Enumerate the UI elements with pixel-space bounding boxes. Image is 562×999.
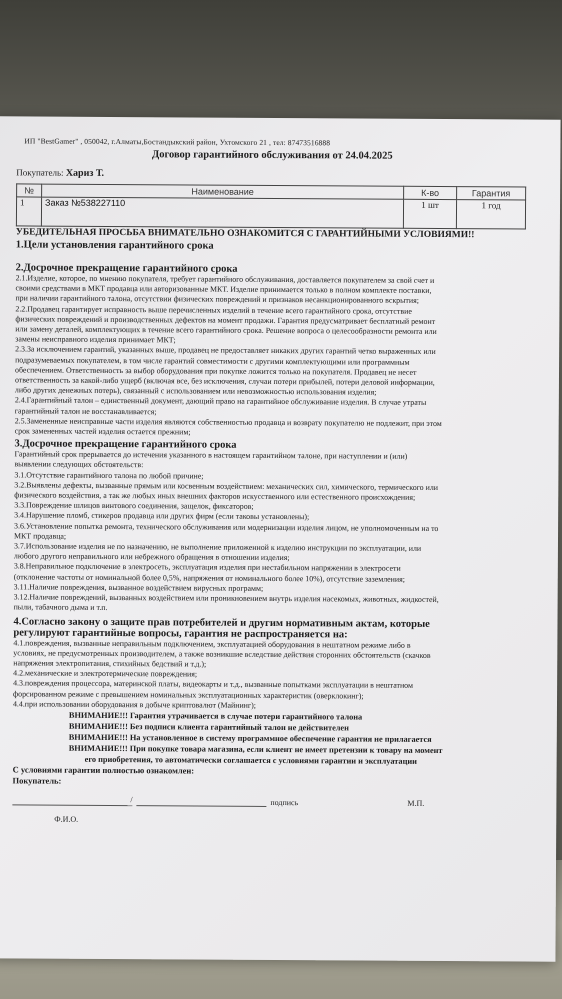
section-2-line: срок замененных частей изделия остается прежним; — [14, 426, 191, 437]
section-3-line: любого другого неправильного или небрежного обращения в отношении изделия; — [13, 551, 290, 563]
section-3-line: (отклонение частоты от номинальной более 0,5%, напряжения от номинального более 10%), отсутствие заземления; — [13, 572, 405, 584]
warning-line: ВНИМАНИЕ!!! При покупке товара магазина, если клиент не имеет претензии к товару на момент — [68, 743, 443, 755]
section-2-line: замены неисправного изделия принимает МКТ; — [15, 334, 176, 345]
section-2-line: обеспечением. Ответственность за выбор оборудования при покупке ложится только на покупателя. Продавец не несет — [15, 365, 417, 377]
section-4-line: форсированном режиме с превышением номинальных эксплуатационных характеристик (оверклокинг); — [13, 688, 364, 701]
section-1-title: 1.Цели установления гарантийного срока — [15, 239, 214, 252]
warning-line: ВНИМАНИЕ!!! На установленное в систему программное обеспечение гарантия не прилагается — [68, 732, 432, 744]
section-3-line: 3.7.Использование изделия не по назначению, не выполнение приложенной к изделию инструкции по эксплуатации, или — [13, 541, 422, 553]
section-3-line: МКТ продавца; — [13, 531, 67, 541]
section-2-line: 2.4.Гарантийный талон – единственный документ, дающий право на гарантийное обслуживание изделия. В случае утраты — [14, 395, 427, 408]
attention-notice: УБЕДИТЕЛЬНАЯ ПРОСЬБА ВНИМАТЕЛЬНО ОЗНАКОМИТСЯ С ГАРАНТИЙНЫМИ УСЛОВИЯМИ!! — [15, 227, 475, 241]
signature-label: подпись — [270, 797, 299, 808]
section-3-line: 3.6.Установление попытка ремонта, технического обслуживания или модернизации изделия лицом, не уполномоченным на то — [14, 521, 439, 533]
col-qty-header: К-во — [404, 186, 457, 199]
section-2-line: 2.3.За исключением гарантий, указанных выше, продавец не предоставляет никаких других гарантий четко выраженных или — [15, 344, 436, 357]
warranty-document-sheet — [0, 116, 561, 961]
section-4-line: напряжения электропитания, стихийных бедствий и т.д.); — [13, 658, 207, 669]
section-3-line: 3.12.Наличие повреждений, вызванных воздействием или проникновением внутрь изделия насекомых, животных, жидкостей, — [13, 592, 439, 605]
section-4-line: 4.4.при использовании оборудования в добыче криптовалют (Майнинг); — [12, 699, 257, 710]
warning-line: ВНИМАНИЕ!!! Без подписи клиента гарантийный талон не действителен — [68, 721, 349, 733]
section-2-line: 2.2.Продавец гарантирует исправность выше перечисленных изделий в течение всего гарантийного срока, отсутствие — [15, 304, 412, 316]
section-3-line: 3.4.Нарушение пломб, стикеров продавца или других фирм (если таковы установлены); — [14, 510, 310, 522]
section-3-line: 3.3.Повреждение шлицов винтового соединения, защелок, фиксаторов; — [14, 500, 254, 512]
buyer-line — [16, 167, 528, 181]
name-line — [12, 804, 132, 806]
stamp-label: М.П. — [407, 798, 425, 808]
section-2-line: 2.5.Замененные неисправные части изделия являются собственностью продавца и возврату покупателю не подлежит, при этом — [14, 416, 442, 428]
section-4-line: условиях, не предусмотренных производителем, а также возникшие вследствие действия сторонних обстоятельств (скачков — [13, 648, 431, 660]
buyer-sign-label: Покупатель: — [12, 775, 62, 786]
section-3-line: Гарантийный срок прерывается до истечения указанного в настоящем гарантийном талоне, при наступлении и (или) — [14, 449, 408, 462]
col-warranty-header: Гарантия — [457, 187, 526, 200]
seller-info: ИП "BestGamer" , 050042, г.Алматы,Бостандыкский район, Ухтомского 21 , тел: 87473516888 — [24, 136, 331, 148]
buyer-name: Хариз Т. — [65, 167, 105, 179]
row-number: 1 — [16, 197, 41, 226]
section-3-body — [14, 450, 527, 616]
section-4-line: 4.2.механические и электротермические повреждения; — [13, 668, 198, 679]
table-row — [16, 197, 525, 229]
row-warranty: 1 год — [456, 200, 525, 229]
section-4-body — [13, 638, 525, 713]
document-title: Договор гарантийного обслуживания от 24.04.2025 — [151, 149, 393, 162]
section-4-line: 4.1.повреждения, вызванные неправильным подключением, эксплуатацией оборудования в нештатном режиме либо в — [13, 637, 411, 650]
row-qty: 1 шт — [403, 199, 456, 228]
section-3-title: 3.Досрочное прекращение гарантийного срока — [14, 438, 237, 452]
section-2-line: 2.1.Изделие, которое, по мнению покупателя, требует гарантийного обслуживания, доставляется покупателем за свой счет и — [15, 273, 435, 285]
section-2-line: подразумеваемых покупателем, в том числе гарантий совместимости с другими комплектующими или программным — [15, 355, 410, 367]
section-2-line: гарантийный талон не восстанавливается; — [14, 406, 157, 416]
section-2-line: своими средствами в МКТ продавца или авторизованные МКТ. Изделие принимается только в полном комплекте поставки, — [15, 283, 432, 296]
warning-line: его приобретения, то автоматически соглашается с условиями гарантии и эксплуатации — [84, 754, 417, 766]
section-2-line: или замену деталей, комплектующих в течение всего гарантийного срока. Решение вопроса о целесообразности ремонта или — [15, 324, 437, 336]
section-2-title: 2.Досрочное прекращение гарантийного срока — [15, 262, 238, 275]
section-3-line: 3.1.Отсутствие гарантийного талона по любой причине; — [14, 470, 204, 481]
col-number-header: № — [17, 184, 42, 197]
section-4-title-line: 4.Согласно закону о защите прав потребителей и другим нормативным актам, которые — [13, 615, 430, 630]
section-3-line: выявлении следующих обстоятельств: — [14, 459, 144, 470]
section-3-line: физического воздействия, а так же любых иных внешних факторов искусственного или естественного происхождения; — [14, 490, 416, 502]
items-table — [16, 183, 526, 229]
section-3-line: 3.2.Выявлены дефекты, вызванные прямым или косвенным воздействием: механических сил, химического, термического или — [14, 480, 439, 492]
section-4-line: 4.3.повреждения процессора, материнской платы, видеокарты и т.д., вызванные попытками эксплуатации в нештатном — [13, 678, 414, 691]
section-3-line: 3.11.Наличие повреждения, вызванное воздействием вирусных программ; — [13, 582, 264, 593]
name-label: Ф.И.О. — [54, 814, 79, 824]
col-name-header: Наименование — [42, 184, 404, 199]
buyer-label: Покупатель: — [16, 167, 64, 178]
section-4-title — [13, 616, 525, 641]
signature-line — [136, 805, 266, 807]
order-number: Заказ №538227110 — [41, 197, 403, 228]
section-3-line: пыли, табачного дыма и т.п. — [13, 602, 108, 613]
section-2-line: либо других денежных потерь), связанный с использованием или невозможностью использования изделия; — [14, 385, 377, 397]
section-4-title-line: регулируют гарантийные вопросы, гарантия не распространяется на: — [13, 626, 348, 640]
separator: / — [130, 795, 133, 805]
acknowledge-text: С условиями гарантии полностью ознакомлен: — [12, 764, 195, 776]
section-2-body — [15, 273, 528, 439]
warnings-block — [13, 709, 525, 767]
section-gap — [16, 250, 528, 263]
section-3-line: 3.8.Неправильное подключение в электросеть, эксплуатация изделия при нестабильном напряжении в электросети — [13, 561, 401, 574]
section-2-line: при наличии гарантийного талона, отсутствии физических повреждений и признаков несанкционированного вскрытия; — [15, 293, 419, 306]
document-content — [12, 136, 528, 829]
section-2-line: ответственность за какой-либо ущерб (включая все, без исключения, случаи потери прибылей, потери деловой информации, — [14, 375, 435, 388]
section-2-line: физических повреждений и производственных дефектов на момент продажи. Гарантия предусматривает бесплатный ремонт — [15, 314, 436, 326]
signature-area — [12, 796, 524, 829]
warning-line: ВНИМАНИЕ!!! Гарантия утрачивается в случае потери гарантийного талона — [68, 710, 363, 722]
